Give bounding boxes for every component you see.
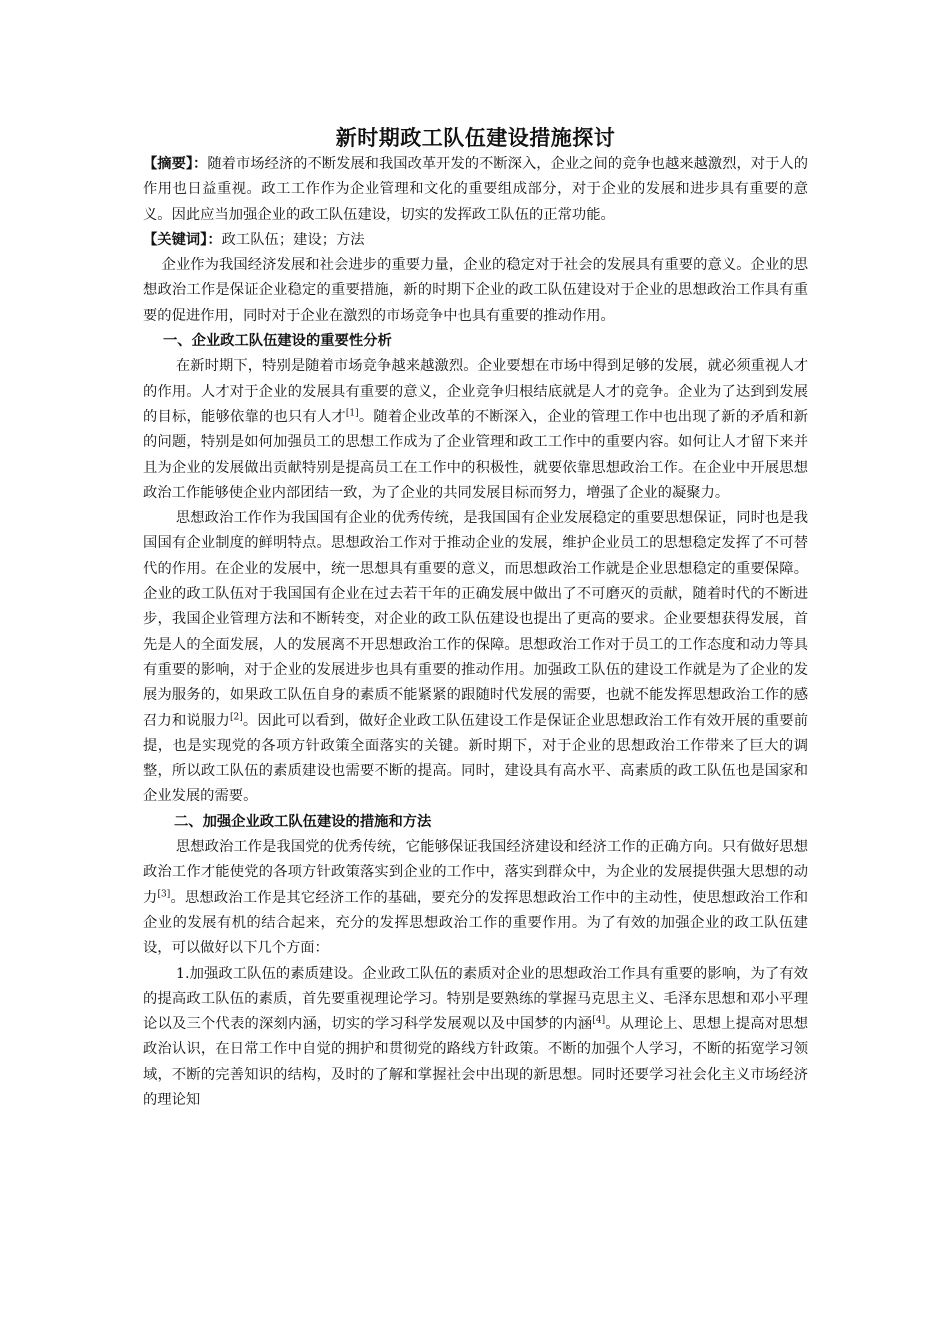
abstract-paragraph <box>143 152 808 228</box>
body-text: 。从理论上、思想上提高对思想政治认识，在日常工作中自觉的拥护和贯彻党的路线方针政策。不断的加强个人学习，不断的拓宽学习领域，不断的完善知识的结构，及时的了解和掌握社会中出现的新思想。同时还要学习社会化主义市场经济的理论知 <box>143 1016 808 1108</box>
keywords-label: 【关键词】： <box>143 231 222 248</box>
body-text: 在新时期下，特别是随着市场竞争越来越激烈。企业要想在市场中得到足够的发展，就必须重视人才的作用。人才对于企业的发展具有重要的意义，企业竞争归根结底就是人才的竞争。企业为了达到到发展的目标，能够依靠的也只有人才 <box>143 358 808 425</box>
citation-ref: [1] <box>345 408 359 419</box>
body-text: 思想政治工作作为我国国有企业的优秀传统，是我国国有企业发展稳定的重要思想保证，同时也是我国国有企业制度的鲜明特点。思想政治工作对于推动企业的发展，维护企业员工的思想稳定发挥了不可替代的作用。在企业的发展中，统一思想具有重要的意义，而思想政治工作就是企业思想稳定的重要保障。企业的政工队伍对于我国国有企业在过去若干年的正确发展中做出了不可磨灭的贡献，随着时代的不断进步，我国企业管理方法和不断转变，对企业的政工队伍建设也提出了更高的要求。企业要想获得发展，首先是人的全面发展，人的发展离不开思想政治工作的保障。思想政治工作对于员工的工作态度和动力等具有重要的影响，对于企业的发展进步也具有重要的推动作用。加强政工队伍的建设工作就是为了企业的发展为服务的，如果政工队伍自身的素质不能紧紧的跟随时代发展的需要，也就不能发挥思想政治工作的感召力和说服力 <box>143 510 808 729</box>
document-body <box>143 124 808 1113</box>
citation-ref: [3] <box>157 889 171 900</box>
body-text: 。随着企业改革的不断深入，企业的管理工作中也出现了新的矛盾和新的问题，特别是如何加强员工的思想工作成为了企业管理和政工工作中的重要内容。如何让人才留下来并且为企业的发展做出贡献特别是提高员工在工作中的积极性，就要依靠思想政治工作。在企业中开展思想政治工作能够使企业内部团结一致，为了企业的共同发展目标而努力，增强了企业的凝聚力。 <box>143 408 808 501</box>
keywords-paragraph <box>143 228 808 253</box>
document-title: 新时期政工队伍建设措施探讨 <box>335 125 616 150</box>
section-heading-2: 二、加强企业政工队伍建设的措施和方法 <box>174 813 432 830</box>
section2-paragraph-2 <box>143 962 808 1114</box>
section-heading-1: 一、企业政工队伍建设的重要性分析 <box>163 333 392 350</box>
abstract-text: 随着市场经济的不断发展和我国改革开发的不断深入，企业之间的竞争也越来越激烈，对于人的作用也日益重视。政工工作作为企业管理和文化的重要组成部分，对于企业的发展和进步具有重要的意义。因此应当加强企业的政工队伍建设，切实的发挥政工队伍的正常功能。 <box>143 156 808 223</box>
citation-ref: [4] <box>592 1015 606 1026</box>
body-text: 。因此可以看到，做好企业政工队伍建设工作是保证企业思想政治工作有效开展的重要前提，也是实现党的各项方针政策全面落实的关键。新时期下，对于企业的思想政治工作带来了巨大的调整，所以政工队伍的素质建设也需要不断的提高。同时，建设具有高水平、高素质的政工队伍也是国家和企业发展的需要。 <box>143 712 808 805</box>
abstract-label: 【摘要】： <box>143 156 208 172</box>
section2-paragraph-1 <box>143 835 808 961</box>
intro-paragraph: 企业作为我国经济发展和社会进步的重要力量，企业的稳定对于社会的发展具有重要的意义。企业的思想政治工作是保证企业稳定的重要措施，新的时期下企业的政工队伍建设对于企业的思想政治工作具有重要的促进作用，同时对于企业在激烈的市场竞争中也具有重要的推动作用。 <box>143 257 808 324</box>
body-text: 1.加强政工队伍的素质建设。企业政工队伍的素质对企业的思想政治工作具有重要的影响，为了有效的提高政工队伍的素质，首先要重视理论学习。特别是要熟练的掌握马克思主义、毛泽东思想和邓小平理论以及三个代表的深刻内涵，切实的学习科学发展观以及中国梦的内涵 <box>143 965 808 1033</box>
keywords-text: 政工队伍；建设；方法 <box>221 231 365 248</box>
body-text: 思想政治工作是我国党的优秀传统，它能够保证我国经济建设和经济工作的正确方向。只有做好思想政治工作才能使党的各项方针政策落实到企业的工作中，落实到群众中，为企业的发展提供强大思想的动力 <box>143 839 808 906</box>
section1-paragraph-1 <box>143 354 808 506</box>
citation-ref: [2] <box>229 712 243 723</box>
body-text: 。思想政治工作是其它经济工作的基础，要充分的发挥思想政治工作中的主动性，使思想政治工作和企业的发展有机的结合起来，充分的发挥思想政治工作的重要作用。为了有效的加强企业的政工队伍建设，可以做好以下几个方面： <box>143 889 809 957</box>
section1-paragraph-2 <box>143 506 808 810</box>
